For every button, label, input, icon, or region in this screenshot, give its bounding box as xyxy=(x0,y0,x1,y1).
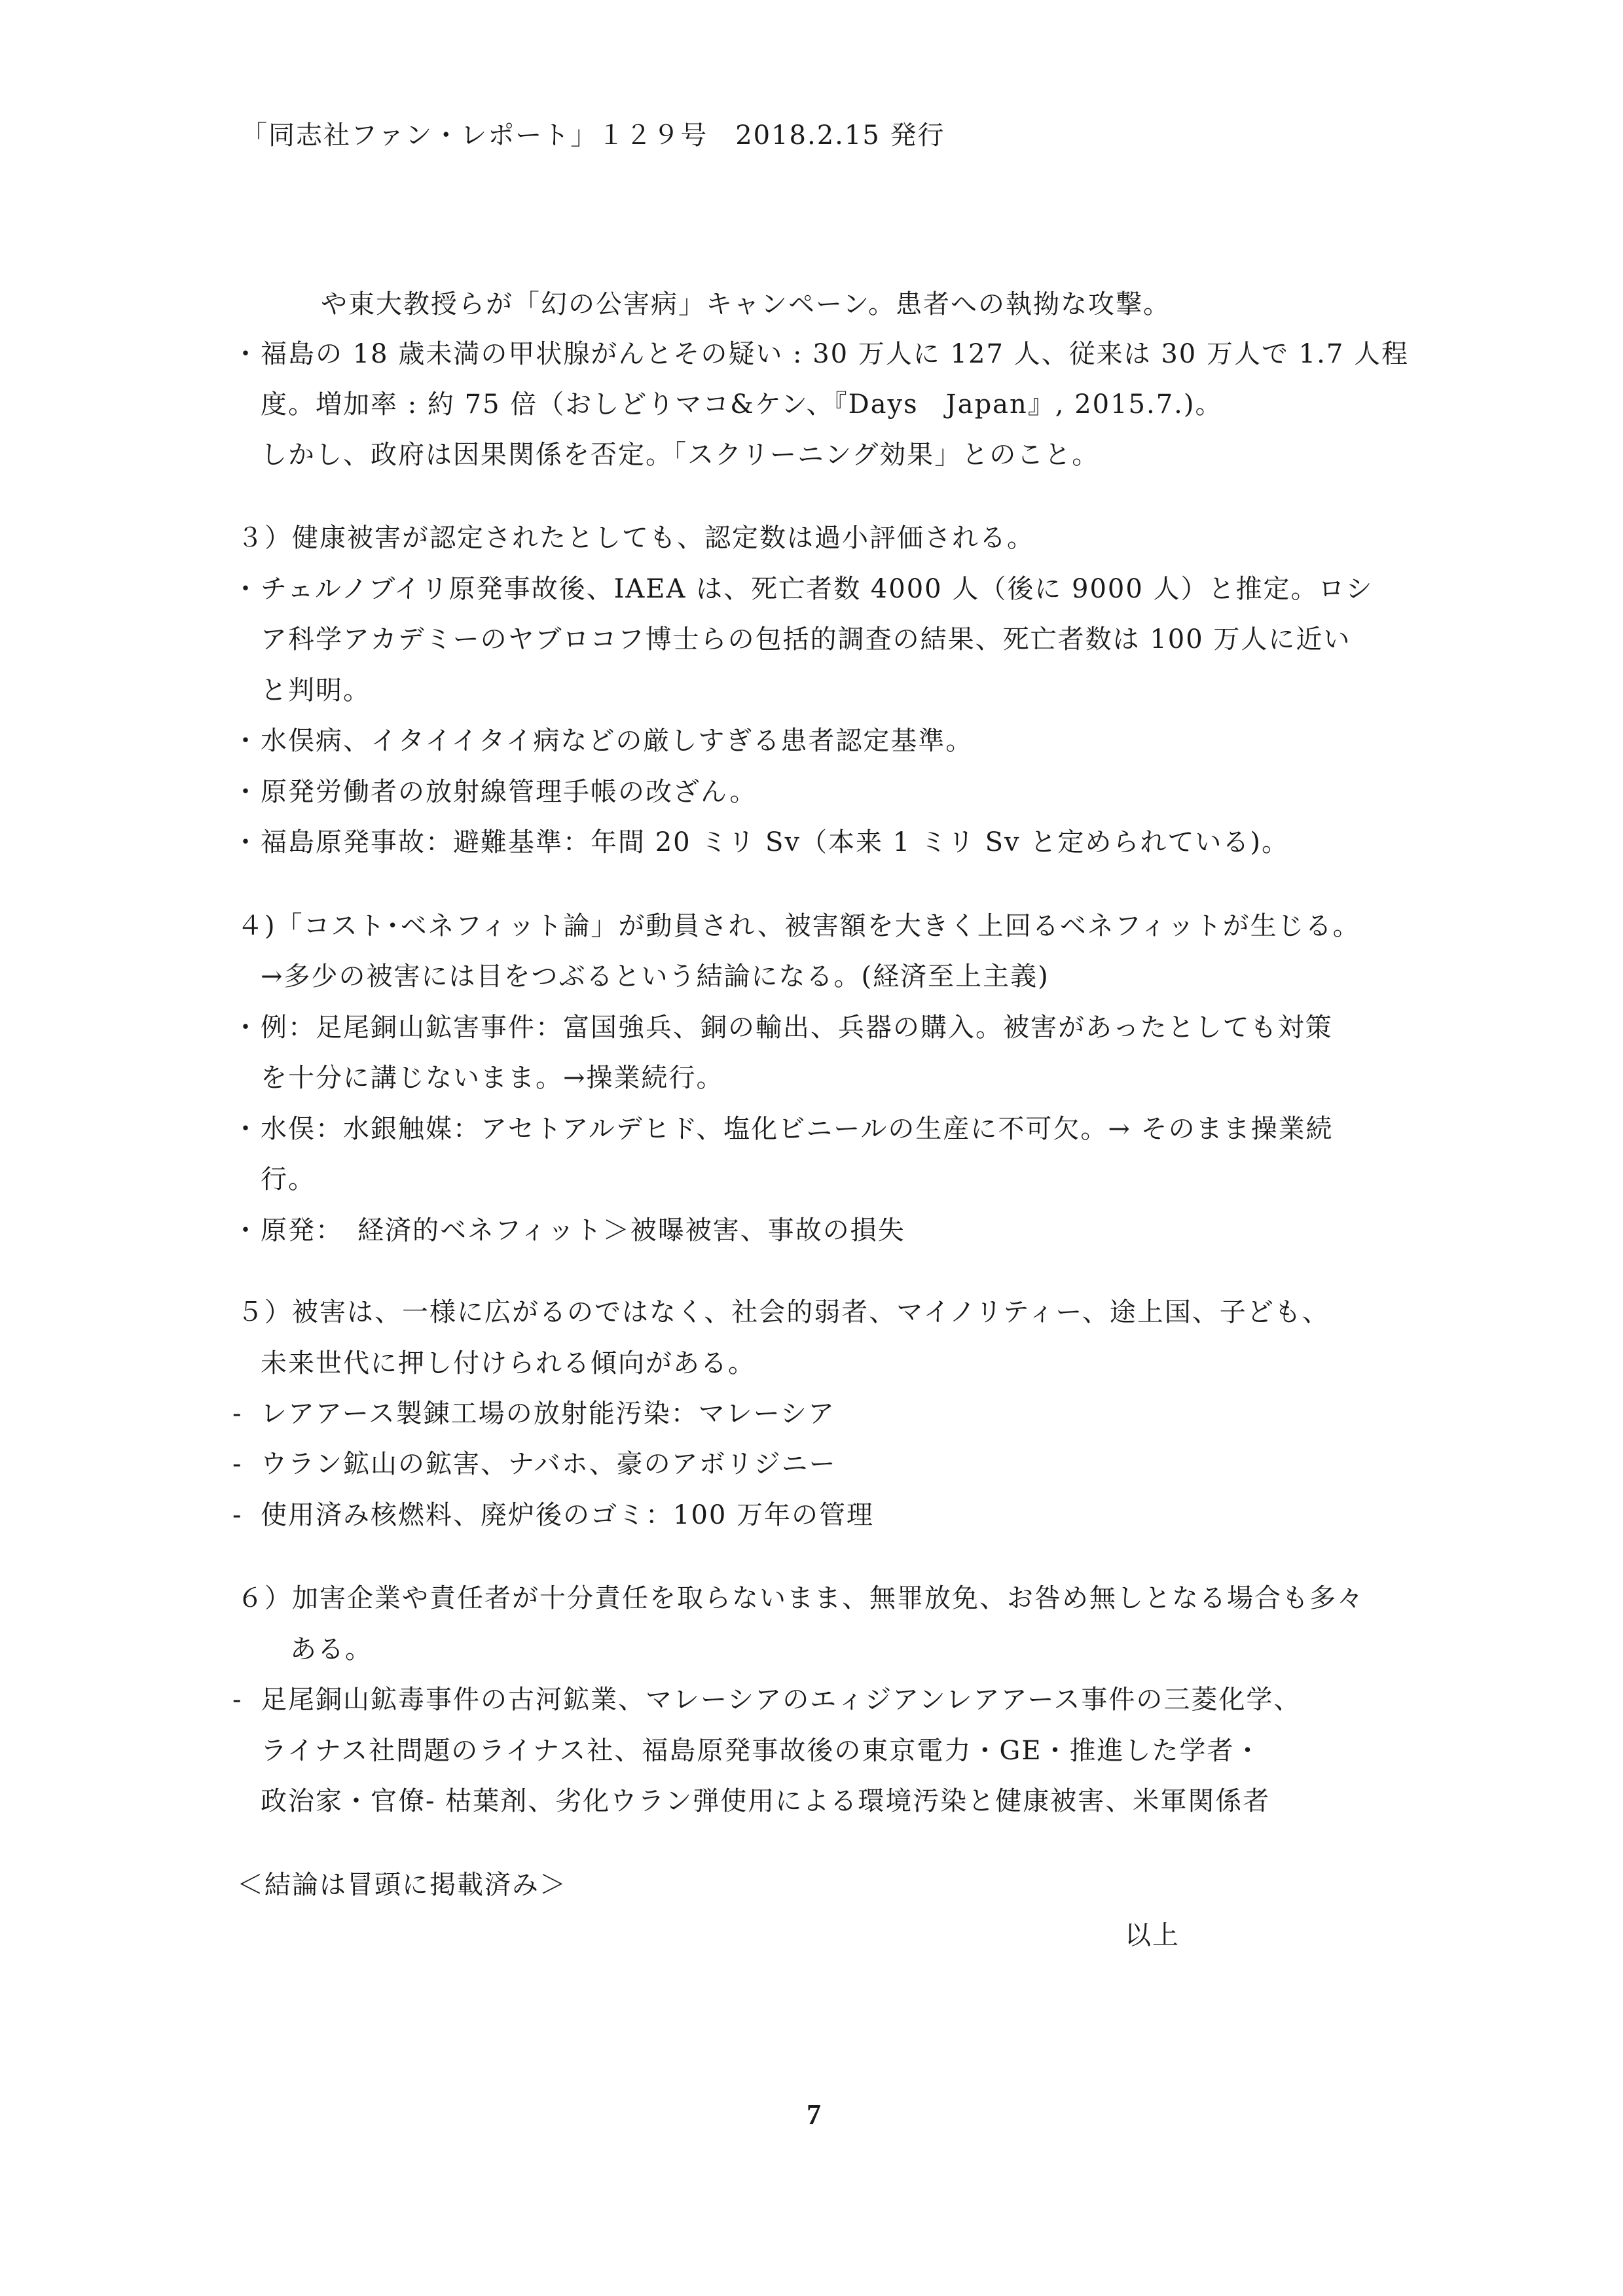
closing-remark: 以上 xyxy=(1125,1920,1180,1950)
intro-continuation: や東大教授らが「幻の公害病」キャンペーン。患者への執拗な攻撃。 xyxy=(321,289,1171,319)
section-heading-6: ６）加害企業や責任者が十分責任を取らないまま、無罪放免、お咎め無しとなる場合も多々 xyxy=(237,1583,1364,1613)
conclusion-note: ＜結論は冒頭に掲載済み＞ xyxy=(237,1870,567,1900)
bullet-mark: ・ xyxy=(232,1215,259,1246)
intro-bullet-line: 福島の 18 歳未満の甲状腺がんとその疑い : 30 万人に 127 人、従来は 30 万人で 1.7 人程 xyxy=(261,339,1409,369)
section-heading-3: ３）健康被害が認定されたとしても、認定数は過小評価される。 xyxy=(237,523,1034,553)
dash-mark: - xyxy=(232,1685,242,1715)
section-heading-continuation: 未来世代に押し付けられる傾向がある。 xyxy=(261,1348,756,1378)
list-item-line: 原発： 経済的ベネフィット＞被曝被害、事故の損失 xyxy=(261,1215,905,1246)
bullet-mark: ・ xyxy=(232,777,259,807)
list-item-line: 使用済み核燃料、廃炉後のゴミ：100 万年の管理 xyxy=(261,1500,875,1530)
dash-mark: - xyxy=(232,1500,242,1530)
list-item-line: 足尾銅山鉱毒事件の古河鉱業、マレーシアのエィジアンレアアース事件の三菱化学、 xyxy=(261,1685,1302,1715)
dash-mark: - xyxy=(232,1449,242,1479)
list-item-line: 福島原発事故：避難基準：年間 20 ミリ Sv（本来 1 ミリ Sv と定められている)。 xyxy=(261,827,1289,857)
list-item-line: レアアース製錬工場の放射能汚染：マレーシア xyxy=(261,1399,835,1429)
list-item-line: チェルノブイリ原発事故後、IAEA は、死亡者数 4000 人（後に 9000 人）と推定。ロシ xyxy=(261,574,1374,604)
list-item-line: 例：足尾銅山鉱害事件：富国強兵、銅の輸出、兵器の購入。被害があったとしても対策 xyxy=(261,1013,1333,1043)
list-item-line: 原発労働者の放射線管理手帳の改ざん。 xyxy=(261,777,757,807)
dash-mark: - xyxy=(232,1399,242,1429)
bullet-mark: ・ xyxy=(232,339,259,369)
list-item-line: 水俣病、イタイイタイ病などの厳しすぎる患者認定基準。 xyxy=(261,726,974,756)
list-item-line: ア科学アカデミーのヤブロコフ博士らの包括的調査の結果、死亡者数は 100 万人に近い xyxy=(261,624,1351,655)
list-item-line: 行。 xyxy=(261,1164,316,1194)
list-item-line: と判明。 xyxy=(261,675,371,706)
intro-bullet-line: 度。増加率 : 約 75 倍（おしどりマコ&ケン、『Days Japan』, 2015.7.)。 xyxy=(261,389,1223,420)
bullet-mark: ・ xyxy=(232,574,259,604)
bullet-mark: ・ xyxy=(232,827,259,857)
newsletter-header: 「同志社ファン・レポート」１２９号 2018.2.15 発行 xyxy=(241,120,945,151)
list-item-line: 水俣：水銀触媒：アセトアルデヒド、塩化ビニールの生産に不可欠。→ そのまま操業続 xyxy=(261,1114,1334,1144)
bullet-mark: ・ xyxy=(232,1114,259,1144)
intro-bullet-line: しかし、政府は因果関係を否定。「スクリーニング効果」とのこと。 xyxy=(261,440,1100,470)
list-item-line: ライナス社問題のライナス社、福島原発事故後の東京電力・GE・推進した学者・ xyxy=(261,1736,1262,1766)
list-item-line: 政治家・官僚- 枯葉剤、劣化ウラン弾使用による環境汚染と健康被害、米軍関係者 xyxy=(261,1786,1271,1816)
bullet-mark: ・ xyxy=(232,726,259,756)
section-heading-continuation: ある。 xyxy=(290,1634,373,1664)
list-item-line: ウラン鉱山の鉱害、ナバホ、豪のアボリジニー xyxy=(261,1449,837,1479)
section-heading-5: ５）被害は、一様に広がるのではなく、社会的弱者、マイノリティー、途上国、子ども、 xyxy=(237,1297,1330,1327)
list-item-line: を十分に講じないまま。→操業続行。 xyxy=(261,1063,724,1093)
section-heading-4: ４)「コスト･ベネフィット論」が動員され、被害額を大きく上回るベネフィットが生じる。 xyxy=(237,911,1360,941)
bullet-mark: ・ xyxy=(232,1013,259,1043)
page-number: 7 xyxy=(807,2098,821,2130)
section-heading-continuation: →多少の被害には目をつぶるという結論になる。(経済至上主義) xyxy=(261,961,1049,992)
